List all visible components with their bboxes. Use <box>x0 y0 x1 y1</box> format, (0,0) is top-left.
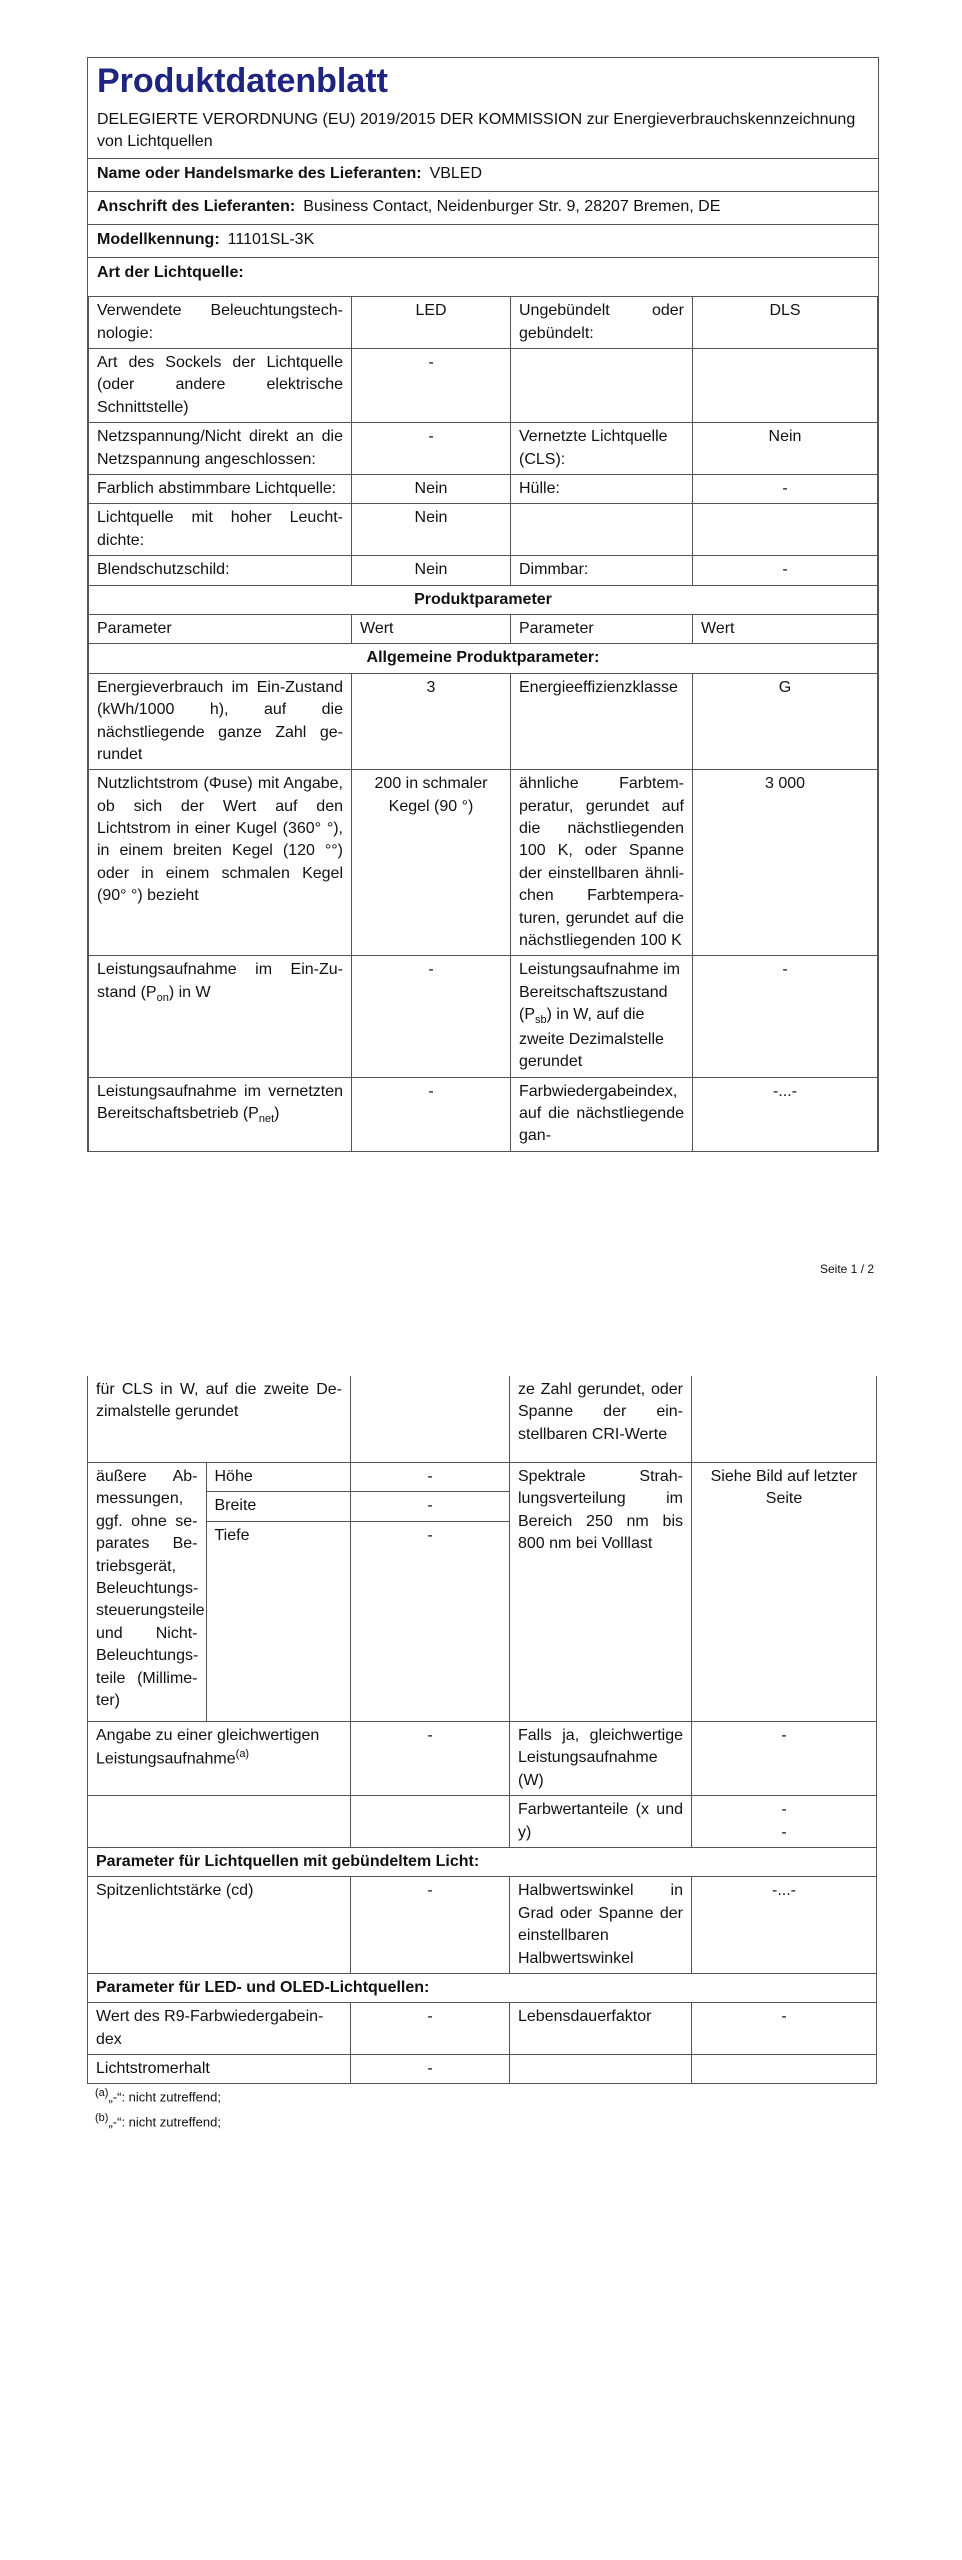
energy-value: 3 <box>352 673 511 770</box>
highlum-label: Lichtquelle mit hoher Leuchtdichte: <box>89 504 352 556</box>
empty-cell <box>511 349 693 423</box>
supplier-value: VBLED <box>429 165 483 183</box>
empty-cell <box>88 1796 351 1848</box>
height-label: Höhe <box>206 1463 350 1492</box>
pon-label-text: Leistungsaufnahme im Ein-Zustand (P <box>97 961 343 1001</box>
section-row <box>88 1973 877 2002</box>
highlum-value: Nein <box>352 504 511 556</box>
peak-label: Spitzenlichtstärke (cd) <box>88 1877 351 1974</box>
empty-cell <box>692 1376 877 1463</box>
product-params-heading: Produktparameter <box>89 585 878 614</box>
table-row <box>89 297 878 349</box>
general-params-heading: Allgemeine Produktparameter: <box>89 644 878 673</box>
equiv-value: - <box>351 1722 510 1796</box>
dimmable-value: - <box>693 556 878 585</box>
psb-sub: sb <box>535 1014 547 1027</box>
tech-value: LED <box>352 297 511 349</box>
address-row <box>88 191 878 224</box>
address-label: Anschrift des Lieferanten: <box>97 198 296 216</box>
datasheet-page-1 <box>87 57 879 1152</box>
dims-values-subtable <box>351 1463 509 1550</box>
chroma-value-x: - <box>781 1801 787 1819</box>
dims-cell <box>88 1463 351 1722</box>
footnote-a-mark: (a) <box>95 2087 109 2099</box>
table-row <box>88 2055 877 2084</box>
spectral-label: Spektrale Strahlungsverteilung im Bereich 250 nm bis 800 nm bei Volllast <box>510 1463 692 1722</box>
cri-label: Farbwiedergabeindex, auf die nächstliegende gan- <box>511 1077 693 1151</box>
spectral-value: Siehe Bild auf letzter Seite <box>692 1463 877 1722</box>
empty-cell <box>692 2055 877 2084</box>
supplier-label: Name oder Handelsmarke des Lieferanten: <box>97 165 422 183</box>
cls-value: Nein <box>693 423 878 475</box>
datasheet-page-2 <box>87 1376 877 2084</box>
pnet-value: - <box>352 1077 511 1151</box>
empty-cell <box>511 504 693 556</box>
type-label: Art der Lichtquelle: <box>97 264 244 282</box>
tech-label: Verwendete Beleuchtungstechnologie: <box>89 297 352 349</box>
maint-label: Lichtstromerhalt <box>88 2055 351 2084</box>
beam-value: -...- <box>692 1877 877 1974</box>
regulation-text: DELEGIERTE VERORDNUNG (EU) 2019/2015 DER KOMMISSION zur Energieverbrauchskennzeichnung von Lichtquellen <box>97 111 856 150</box>
mains-value: - <box>352 423 511 475</box>
glare-value: Nein <box>352 556 511 585</box>
flux-label: Nutzlichtstrom (Φuse) mit Angabe, ob sich der Wert auf den Lichtstrom in einer Kugel (360° °), in einem breiten Kegel (120 °°) oder in einem schmalen Kegel (90° °) bezieht <box>89 770 352 956</box>
col-value-header: Wert <box>352 614 511 643</box>
cri-label-continued: ze Zahl gerundet, oder Spanne der einstellbaren CRI-Werte <box>510 1376 692 1463</box>
flux-value: 200 in schmaler Kegel (90 °) <box>352 770 511 956</box>
psb-label-text: Leistungsaufnahme im Bereitschaftszustand (P <box>519 961 680 1024</box>
led-params-heading: Parameter für LED- und OLED-Lichtquellen: <box>88 1973 877 2002</box>
table-row <box>88 1376 877 1463</box>
pon-value: - <box>352 956 511 1077</box>
column-header-row <box>89 614 878 643</box>
height-value: - <box>351 1463 509 1492</box>
pnet-label <box>89 1077 352 1151</box>
chroma-values <box>692 1796 877 1848</box>
footnote-b <box>95 2112 221 2129</box>
cri-value: -...- <box>693 1077 878 1151</box>
model-value: 11101SL-3K <box>227 231 315 249</box>
equiv-sup: (a) <box>235 1748 250 1761</box>
table-row <box>88 1877 877 1974</box>
section-row <box>89 644 878 673</box>
glare-label: Blendschutzschild: <box>89 556 352 585</box>
dims-label: äußere Abmessungen, ggf. ohne separates Betriebsgerät, Beleuchtungssteuerungsteile und Nicht-Beleuchtungsteile (Millimeter) <box>88 1463 206 1721</box>
table-row <box>88 1796 877 1848</box>
table-row <box>89 673 878 770</box>
table-row <box>89 1077 878 1151</box>
footnote-b-mark: (b) <box>95 2112 109 2124</box>
r9-label: Wert des R9-Farbwiedergabeindex <box>88 2003 351 2055</box>
empty-cell <box>351 1376 510 1463</box>
table-row <box>89 956 878 1077</box>
depth-label: Tiefe <box>206 1521 350 1565</box>
peak-value: - <box>351 1877 510 1974</box>
footnote-b-text: „-“: nicht zutreffend; <box>108 2114 221 2130</box>
address-value: Business Contact, Neidenburger Str. 9, 28207 Bremen, DE <box>303 198 721 216</box>
hull-value: - <box>693 475 878 504</box>
empty-cell <box>693 349 878 423</box>
hull-label: Hülle: <box>511 475 693 504</box>
table-row <box>88 2003 877 2055</box>
table-row <box>89 504 878 556</box>
empty-cell <box>693 504 878 556</box>
equiv-label <box>88 1722 351 1796</box>
socket-label: Art des Sockels der Lichtquelle (oder andere elektrische Schnittstelle) <box>89 349 352 423</box>
table-row <box>89 475 878 504</box>
table-row <box>89 556 878 585</box>
pon-label <box>89 956 352 1077</box>
dimmable-label: Dimmbar: <box>511 556 693 585</box>
title-block <box>88 58 878 158</box>
chroma-label: Farbwertanteile (x und y) <box>510 1796 692 1848</box>
empty-cell <box>351 1796 510 1848</box>
supplier-row <box>88 158 878 191</box>
cls-label: Vernetzte Lichtquelle (CLS): <box>511 423 693 475</box>
footnote-a-text: „-“: nicht zutreffend; <box>108 2089 221 2105</box>
chroma-value-y: - <box>781 1823 787 1841</box>
params-table-1 <box>88 296 878 1150</box>
type-row <box>88 257 878 292</box>
col-param-header: Parameter <box>511 614 693 643</box>
table-row <box>89 349 878 423</box>
equiv-label-text: Angabe zu einer gleichwertigen Leistungsaufnahme <box>96 1727 320 1768</box>
empty-cell <box>510 2055 692 2084</box>
pnet-label-unit: ) <box>274 1104 280 1122</box>
table-row <box>88 1463 877 1722</box>
psb-label-unit: ) in W, auf die zweite Dezimalstelle gerundet <box>519 1006 664 1071</box>
socket-value: - <box>352 349 511 423</box>
maint-value: - <box>351 2055 510 2084</box>
life-label: Lebensdauerfaktor <box>510 2003 692 2055</box>
ifyes-value: - <box>692 1722 877 1796</box>
table-row <box>88 1722 877 1796</box>
ifyes-label: Falls ja, gleichwertige Leistungsaufnahme (W) <box>510 1722 692 1796</box>
dims-values-cell <box>351 1463 510 1722</box>
page-title: Produktdatenblatt <box>97 62 388 100</box>
width-label: Breite <box>206 1492 350 1521</box>
pnet-label-continued: für CLS in W, auf die zweite Dezimalstelle gerundet <box>88 1376 351 1463</box>
width-value: - <box>351 1492 509 1521</box>
page-number: Seite 1 / 2 <box>820 1262 875 1276</box>
depth-value: - <box>427 1526 433 1544</box>
table-row <box>89 770 878 956</box>
bundled-value: DLS <box>693 297 878 349</box>
section-row <box>89 585 878 614</box>
model-row <box>88 224 878 257</box>
tunable-value: Nein <box>352 475 511 504</box>
pon-sub: on <box>156 992 169 1005</box>
beam-label: Halbwertswinkel in Grad oder Spanne der einstellbaren Halbwertswinkel <box>510 1877 692 1974</box>
r9-value: - <box>351 2003 510 2055</box>
bundled-params-heading: Parameter für Lichtquellen mit gebündeltem Licht: <box>88 1847 877 1876</box>
table-row <box>89 423 878 475</box>
col-param-header: Parameter <box>89 614 352 643</box>
section-row <box>88 1847 877 1876</box>
tunable-label: Farblich abstimmbare Lichtquelle: <box>89 475 352 504</box>
model-label: Modellkennung: <box>97 231 220 249</box>
mains-label: Netzspannung/Nicht direkt an die Netzspannung angeschlossen: <box>89 423 352 475</box>
col-value-header: Wert <box>693 614 878 643</box>
cct-label: ähnliche Farbtemperatur, gerundet auf die nächstliegenden 100 K, oder Spanne der einstellbaren ähnlichen Farbtemperaturen, gerundet auf die nächstliegenden 100 K <box>511 770 693 956</box>
footnote-a <box>95 2087 221 2104</box>
pon-label-unit: ) in W <box>168 983 211 1001</box>
energy-label: Energieverbrauch im Ein-Zustand (kWh/1000 h), auf die nächstliegende ganze Zahl gerundet <box>89 673 352 770</box>
psb-label <box>511 956 693 1077</box>
bundled-label: Ungebündelt oder gebündelt: <box>511 297 693 349</box>
life-value: - <box>692 2003 877 2055</box>
cct-value: 3 000 <box>693 770 878 956</box>
psb-value: - <box>693 956 878 1077</box>
empty-cell <box>206 1565 350 1721</box>
dims-subtable <box>88 1463 350 1721</box>
eclass-value: G <box>693 673 878 770</box>
pnet-label-text: Leistungsaufnahme im vernetzten Bereitschaftsbetrieb (P <box>97 1082 343 1122</box>
params-table-2 <box>87 1376 877 2084</box>
pnet-sub: net <box>258 1113 275 1126</box>
eclass-label: Energieeffizienzklasse <box>511 673 693 770</box>
